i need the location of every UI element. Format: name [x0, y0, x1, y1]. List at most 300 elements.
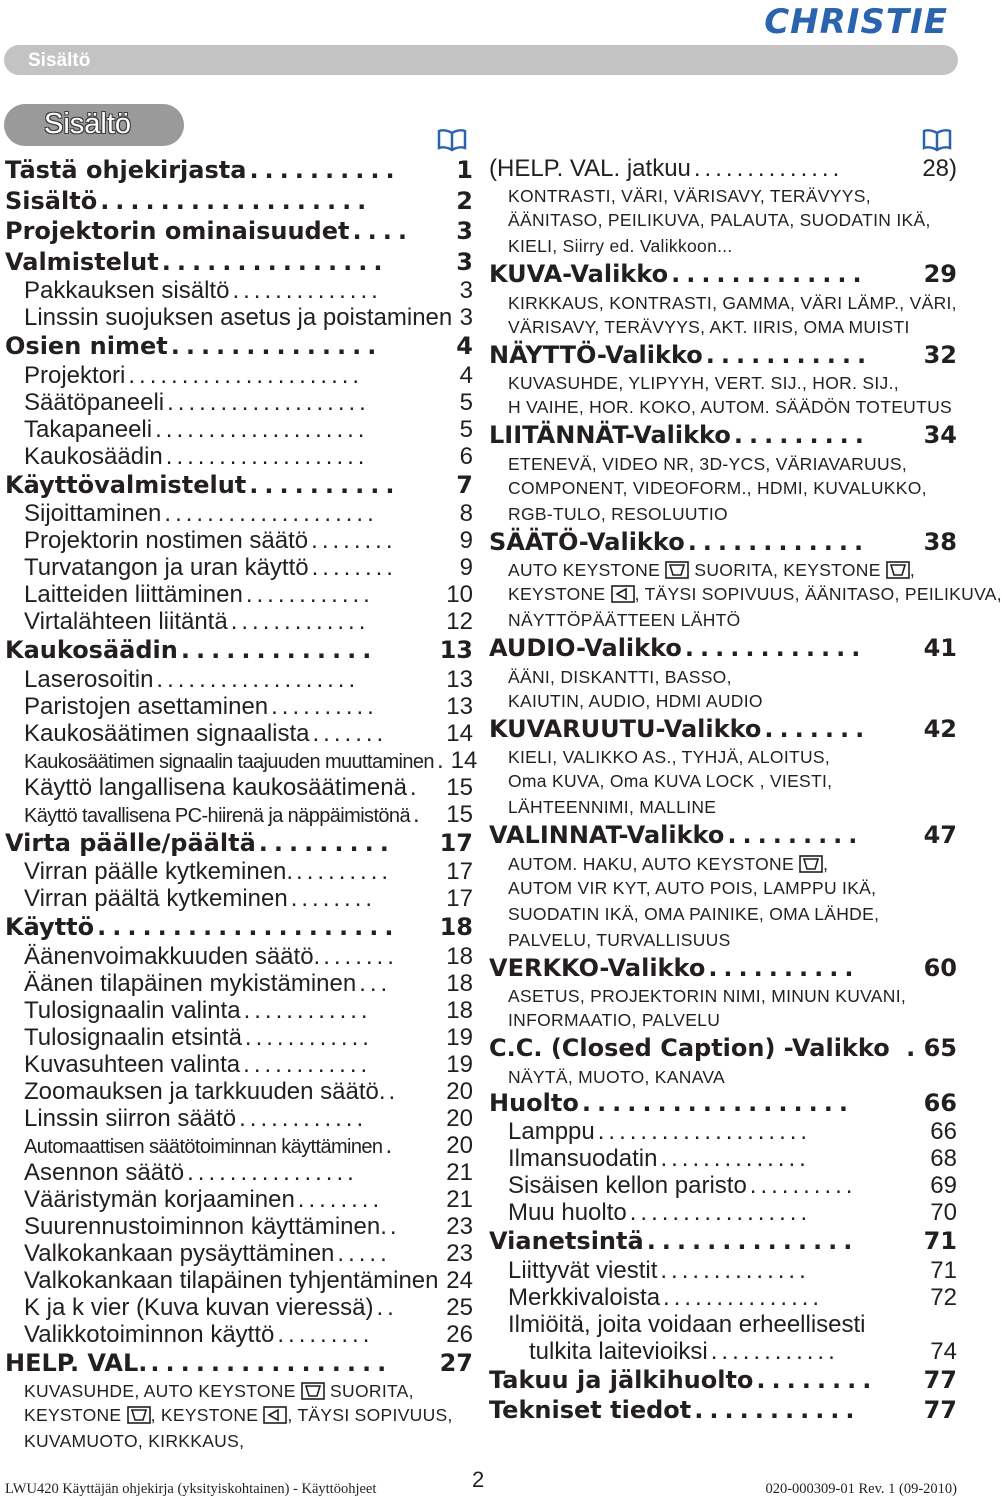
- toc-entry-title: Suurennustoiminnon käyttäminen.: [24, 1212, 387, 1240]
- toc-entry-title: Virran päälle kytkeminen.: [24, 858, 294, 885]
- toc-subsection[interactable]: [5, 1132, 473, 1159]
- toc-page-number: 15: [446, 773, 473, 801]
- toc-subsection[interactable]: [489, 1145, 957, 1172]
- toc-entry-title: Kuvasuhteen valinta: [24, 1050, 241, 1078]
- toc-leader-dots: ........: [756, 1365, 878, 1394]
- toc-leader-dots: .........: [277, 1320, 374, 1348]
- toc-leader-dots: .......: [312, 719, 388, 747]
- toc-entry-title: Käyttövalmistelut: [5, 470, 247, 499]
- toc-page-number: 18: [446, 942, 473, 970]
- toc-leader-dots: .......: [323, 942, 398, 970]
- toc-entry-title: Merkkivaloista: [508, 1283, 661, 1311]
- toc-menu-items: KUVASUHDE, YLIPYYH, VERT. SIJ., HOR. SIJ.,: [508, 373, 899, 393]
- toc-menu-items: NÄYTÄ, MUOTO, KANAVA: [508, 1066, 726, 1087]
- toc-menu-items: KIRKKAUS, KONTRASTI, GAMMA, VÄRI LÄMP., VÄRI,: [508, 292, 957, 313]
- toc-entry-title: Vääristymän korjaaminen: [24, 1185, 295, 1213]
- toc-section-heading[interactable]: [5, 247, 473, 278]
- toc-page-number: 23: [446, 1239, 473, 1267]
- toc-entry-title: Tulosignaalin etsintä: [24, 1023, 242, 1051]
- toc-entry-title: Sisäisen kellon paristo: [508, 1172, 747, 1199]
- toc-page-number: 1: [456, 156, 473, 184]
- toc-menu-items: [489, 875, 957, 901]
- toc-menu-items: LÄHTEENNIMI, MALLINE: [508, 797, 717, 817]
- open-book-icon[interactable]: [437, 129, 467, 151]
- toc-page-number: 20: [446, 1104, 473, 1132]
- toc-page-number: 14: [450, 746, 478, 774]
- toc-subsection[interactable]: [5, 1321, 473, 1348]
- keystone-trapezoid-icon: [665, 561, 689, 579]
- toc-page-number: 18: [446, 969, 473, 997]
- toc-entry-title: Huolto: [489, 1088, 579, 1117]
- toc-page-number: 32: [923, 340, 957, 369]
- toc-leader-dots: ........: [290, 885, 377, 912]
- toc-menu-items-text: NÄYTTÖPÄÄTTEEN LÄHTÖ: [508, 610, 741, 630]
- toc-page-number: 3: [459, 304, 473, 331]
- toc-menu-heading[interactable]: [489, 527, 957, 558]
- toc-menu-heading[interactable]: [489, 1033, 957, 1064]
- toc-right-column: [489, 155, 1002, 1426]
- toc-subsection[interactable]: [489, 1284, 957, 1311]
- toc-menu-items: KONTRASTI, VÄRI, VÄRISAVY, TERÄVYYS,: [508, 186, 871, 206]
- toc-leader-dots: ....: [352, 217, 413, 245]
- toc-entry-title: Ilmiöitä, joita voidaan erheellisesti: [508, 1310, 866, 1338]
- toc-leader-dots: .............: [230, 608, 370, 635]
- toc-entry-title: Asennon säätö: [24, 1158, 185, 1186]
- toc-section-heading[interactable]: [5, 470, 473, 501]
- toc-page-number: 69: [930, 1172, 957, 1199]
- toc-page-number: 3: [459, 277, 473, 304]
- toc-menu-items-text: ,: [823, 853, 829, 874]
- toc-leader-dots: ................: [187, 1158, 358, 1186]
- toc-section-heading[interactable]: [489, 1365, 957, 1396]
- toc-page-number: 17: [439, 828, 473, 857]
- toc-page-number: 20: [446, 1077, 473, 1105]
- toc-left-column: [5, 155, 478, 1454]
- toc-page-number: 3: [456, 217, 473, 245]
- toc-leader-dots: ..: [376, 1293, 398, 1321]
- toc-subsection[interactable]: [5, 801, 473, 828]
- keystone-trapezoid-icon: [799, 855, 823, 873]
- toc-menu-items-text: PALVELU, TURVALLISUUS: [508, 929, 731, 950]
- toc-entry-title: Liittyvät viestit: [508, 1256, 658, 1284]
- toc-page-number: 42: [923, 714, 957, 743]
- toc-leader-dots: .......: [764, 714, 871, 743]
- toc-page-number: 77: [923, 1396, 957, 1424]
- toc-menu-items: ÄÄNI, DISKANTTI, BASSO,: [508, 666, 732, 687]
- toc-menu-items: VÄRISAVY, TERÄVYYS, AKT. IIRIS, OMA MUISTI: [508, 316, 910, 337]
- toc-page-number: 9: [459, 554, 473, 581]
- toc-page-number: 6: [459, 442, 473, 470]
- toc-leader-dots: ...................: [165, 442, 369, 470]
- toc-page-number: 9: [459, 527, 473, 554]
- toc-leader-dots: ..................: [100, 186, 373, 215]
- toc-subsection[interactable]: [5, 720, 473, 747]
- toc-subsection[interactable]: [489, 1338, 957, 1365]
- toc-leader-dots: .: [409, 773, 421, 801]
- toc-entry-title: Säätöpaneeli: [24, 388, 165, 416]
- toc-subsection[interactable]: [5, 1078, 473, 1105]
- toc-entry-title: AUDIO-Valikko: [489, 634, 682, 662]
- open-book-icon[interactable]: [922, 129, 952, 151]
- toc-section-heading[interactable]: [5, 635, 473, 666]
- toc-page-number: 7: [456, 470, 473, 499]
- toc-subsection[interactable]: [5, 1024, 473, 1051]
- toc-leader-dots: .........: [258, 828, 395, 857]
- toc-menu-items-text: SUODATIN IKÄ, OMA PAINIKE, OMA LÄHDE,: [508, 903, 880, 924]
- toc-leader-dots: .: [388, 1077, 400, 1105]
- toc-page-number: 14: [446, 719, 473, 747]
- toc-leader-dots: [442, 1267, 444, 1294]
- toc-leader-dots: ..................: [581, 1088, 854, 1117]
- toc-entry-title: Valkokankaan tilapäinen tyhjentäminen: [24, 1266, 439, 1294]
- toc-subsection[interactable]: [489, 1311, 957, 1338]
- toc-page-number: 77: [923, 1365, 957, 1394]
- toc-menu-heading[interactable]: [489, 714, 957, 745]
- page-title-pill: [4, 104, 184, 146]
- toc-menu-items: KIELI, VALIKKO AS., TYHJÄ, ALOITUS,: [508, 747, 831, 767]
- toc-page-number: 26: [446, 1320, 473, 1348]
- toc-leader-dots: ...: [359, 969, 392, 997]
- toc-entry-title: VALINNAT-Valikko: [489, 821, 725, 849]
- toc-leader-dots: ..........: [749, 1172, 857, 1199]
- toc-subsection[interactable]: [5, 362, 473, 389]
- toc-leader-dots: ...........: [705, 340, 873, 369]
- toc-subsection[interactable]: [5, 1213, 473, 1240]
- toc-menu-items-text: SUORITA,: [324, 1381, 414, 1401]
- toc-menu-items: [489, 901, 957, 927]
- header-bar-title: Sisältö: [28, 50, 91, 71]
- toc-section-heading[interactable]: [489, 1395, 957, 1426]
- toc-leader-dots: ............: [687, 527, 870, 556]
- toc-page-number: 4: [459, 361, 473, 389]
- toc-leader-dots: .: [436, 746, 448, 774]
- toc-menu-items: [5, 1378, 473, 1402]
- toc-page-number: 20: [446, 1131, 473, 1159]
- toc-leader-dots: ..............: [646, 1227, 859, 1255]
- toc-subsection[interactable]: [5, 443, 473, 470]
- christie-logo: CHRISTIE: [764, 2, 948, 42]
- toc-page-number: 72: [930, 1283, 957, 1311]
- toc-menu-heading[interactable]: [489, 420, 957, 451]
- toc-menu-items: ASETUS, PROJEKTORIN NIMI, MINUN KUVANI,: [508, 986, 907, 1006]
- toc-subsection[interactable]: [5, 277, 473, 304]
- toc-page-number: 19: [446, 1023, 473, 1051]
- toc-page-number: 2: [456, 186, 473, 215]
- toc-page-number: 8: [459, 500, 473, 527]
- toc-leader-dots: ...............: [161, 247, 389, 276]
- toc-menu-items: [489, 557, 957, 581]
- toc-subsection[interactable]: [5, 1267, 473, 1294]
- toc-leader-dots: ............: [244, 1023, 373, 1051]
- footer-page-number: 2: [472, 1467, 485, 1492]
- toc-entry-title: Zoomauksen ja tarkkuuden säätö.: [24, 1077, 386, 1105]
- toc-menu-items: INFORMAATIO, PALVELU: [508, 1010, 721, 1030]
- toc-entry-title: VERKKO-Valikko: [489, 953, 706, 982]
- toc-subsection[interactable]: [5, 943, 473, 970]
- toc-entry-title: Kaukosäädin: [24, 442, 163, 470]
- toc-leader-dots: ............: [245, 581, 374, 608]
- toc-subsection[interactable]: [489, 1257, 957, 1284]
- toc-entry-title: Kaukosäätimen signaalista: [24, 719, 310, 747]
- toc-leader-dots: ..............: [170, 332, 383, 360]
- toc-entry-title: Kaukosäädin: [5, 636, 178, 664]
- toc-subsection[interactable]: [5, 1240, 473, 1267]
- toc-subsection[interactable]: [5, 1186, 473, 1213]
- toc-subsection[interactable]: [489, 1199, 957, 1226]
- toc-leader-dots: .: [385, 1131, 397, 1159]
- toc-subsection[interactable]: [5, 997, 473, 1024]
- toc-subsection[interactable]: [5, 666, 473, 693]
- toc-entry-title: Projektorin ominaisuudet: [5, 217, 350, 245]
- toc-page-number: 74: [930, 1337, 957, 1365]
- toc-entry-title: K ja k vier (Kuva kuvan vieressä): [24, 1293, 374, 1321]
- keystone-side-icon: [263, 1406, 287, 1424]
- toc-subsection[interactable]: [5, 746, 478, 774]
- toc-leader-dots: .............: [671, 260, 868, 288]
- toc-page-number: 24: [446, 1266, 473, 1294]
- toc-subsection[interactable]: [5, 581, 473, 608]
- toc-page-number: 25: [446, 1293, 473, 1321]
- toc-entry-title: Valmistelut: [5, 247, 159, 276]
- toc-leader-dots: ..........: [271, 692, 378, 720]
- toc-page-number: 47: [923, 821, 957, 849]
- toc-page-number: 41: [923, 634, 957, 662]
- toc-menu-items-text: ,: [909, 560, 916, 580]
- toc-leader-dots: ......................: [128, 361, 364, 389]
- toc-page-number: 13: [439, 636, 473, 664]
- toc-page-number: 29: [923, 260, 957, 288]
- toc-entry-title: Automaattisen säätötoiminnan käyttäminen: [24, 1135, 383, 1158]
- toc-menu-items-text: KUVAMUOTO, KIRKKAUS,: [24, 1431, 245, 1451]
- toc-leader-dots: ...........: [694, 1396, 861, 1424]
- toc-subsection[interactable]: [489, 1172, 957, 1199]
- toc-leader-dots: .........: [733, 421, 870, 449]
- toc-menu-heading[interactable]: [489, 340, 957, 371]
- toc-menu-items-text: KEYSTONE: [508, 584, 611, 604]
- toc-page-number: 23: [446, 1212, 473, 1240]
- toc-page-number: 71: [930, 1256, 957, 1284]
- toc-subsection[interactable]: [5, 774, 473, 801]
- toc-page-number: 18: [439, 913, 473, 941]
- toc-entry-title: Virran päältä kytkeminen: [24, 885, 288, 912]
- toc-leader-dots: .................: [629, 1199, 812, 1226]
- toc-entry-title: Projektori: [24, 361, 126, 389]
- toc-menu-items: H VAIHE, HOR. KOKO, AUTOM. SÄÄDÖN TOTEUTUS: [508, 397, 953, 417]
- toc-section-heading[interactable]: [5, 1348, 473, 1379]
- toc-leader-dots: ............: [684, 634, 867, 662]
- toc-page-number: 38: [923, 527, 957, 556]
- toc-entry-title: Äänen tilapäinen mykistäminen: [24, 969, 357, 997]
- toc-page-number: 5: [459, 388, 473, 416]
- toc-page-number: 34: [923, 421, 957, 449]
- toc-page-number: 66: [930, 1118, 957, 1145]
- toc-section-heading[interactable]: [489, 1226, 957, 1257]
- toc-menu-items-text: , TÄYSI SOPIVUUS,: [287, 1405, 453, 1425]
- toc-subsection[interactable]: [5, 858, 473, 885]
- toc-page-number: 28): [922, 155, 957, 182]
- toc-entry-title: Takuu ja jälkihuolto: [489, 1365, 754, 1394]
- toc-subsection[interactable]: [5, 554, 473, 581]
- toc-leader-dots: ..........: [708, 953, 860, 982]
- toc-subsection[interactable]: [5, 389, 473, 416]
- toc-entry-title: SÄÄTÖ-Valikko: [489, 527, 685, 556]
- toc-menu-items-text: KEYSTONE: [24, 1405, 127, 1425]
- toc-section-heading[interactable]: [489, 1088, 957, 1119]
- toc-leader-dots: ....................: [164, 500, 378, 527]
- toc-leader-dots: ............: [710, 1337, 839, 1365]
- toc-subsection[interactable]: [5, 1105, 473, 1132]
- toc-page-number: . 65: [906, 1034, 957, 1062]
- toc-menu-items: KIELI, Siirry ed. Valikkoon...: [508, 236, 733, 256]
- toc-subsection[interactable]: [5, 500, 473, 527]
- toc-leader-dots: ........: [311, 554, 397, 581]
- toc-menu-items: RGB-TULO, RESOLUUTIO: [508, 503, 728, 524]
- toc-leader-dots: ............: [243, 996, 372, 1024]
- toc-subsection[interactable]: [5, 970, 473, 997]
- toc-menu-items: COMPONENT, VIDEOFORM., HDMI, KUVALUKKO,: [508, 477, 927, 498]
- keystone-trapezoid-icon: [886, 561, 910, 579]
- toc-entry-title: Käyttö tavallisena PC-hiirenä ja näppäimistönä: [24, 804, 410, 827]
- toc-entry-title: Linssin suojuksen asetus ja poistaminen: [24, 304, 453, 331]
- toc-menu-heading[interactable]: [489, 820, 957, 851]
- keystone-trapezoid-icon: [127, 1406, 151, 1424]
- toc-leader-dots: ..........: [249, 470, 401, 499]
- toc-leader-dots: ..............: [693, 155, 844, 182]
- toc-entry-title: (HELP. VAL. jatkuu: [489, 155, 691, 182]
- toc-page-number: 12: [446, 608, 473, 635]
- toc-page-number: 21: [446, 1185, 473, 1213]
- toc-subsection[interactable]: [5, 1159, 473, 1186]
- toc-entry-title: Käyttö langallisena kaukosäätimenä: [24, 773, 407, 801]
- toc-menu-items: ÄÄNITASO, PEILIKUVA, PALAUTA, SUODATIN IKÄ,: [508, 210, 931, 230]
- toc-page-number: 17: [446, 858, 473, 885]
- toc-leader-dots: .: [412, 800, 424, 828]
- toc-page-number: 13: [446, 665, 473, 693]
- toc-subsection[interactable]: [5, 304, 473, 331]
- toc-page-number: 66: [923, 1088, 957, 1117]
- toc-subsection[interactable]: [5, 693, 473, 720]
- toc-entry-title: Linssin siirron säätö: [24, 1104, 237, 1132]
- toc-section-heading[interactable]: [5, 828, 473, 859]
- toc-entry-title: KUVARUUTU-Valikko: [489, 714, 762, 743]
- toc-subsection[interactable]: [5, 1051, 473, 1078]
- toc-entry-title: Pakkauksen sisältö: [24, 277, 230, 304]
- toc-entry-title: Sijoittaminen: [24, 500, 162, 527]
- toc-entry-title: Vianetsintä: [489, 1227, 644, 1255]
- toc-leader-dots: ...................: [156, 665, 360, 693]
- toc-menu-items: KAIUTIN, AUDIO, HDMI AUDIO: [508, 690, 763, 711]
- toc-menu-items-text: AUTOM. HAKU, AUTO KEYSTONE: [508, 853, 800, 874]
- toc-leader-dots: ........: [311, 527, 397, 554]
- toc-section-continued[interactable]: [489, 155, 957, 183]
- toc-menu-items: [5, 1428, 473, 1454]
- toc-leader-dots: ...............: [663, 1283, 824, 1311]
- toc-entry-title: Äänenvoimakkuuden säätö.: [24, 942, 321, 970]
- toc-entry-title: Tulosignaalin valinta: [24, 996, 241, 1024]
- toc-entry-title: Laserosoitin: [24, 665, 154, 693]
- toc-leader-dots: [455, 304, 456, 331]
- toc-page-number: 17: [446, 885, 473, 912]
- toc-entry-title: Osien nimet: [5, 332, 168, 360]
- toc-entry-title: Sisältö: [5, 186, 98, 215]
- toc-page-number: 15: [446, 800, 473, 828]
- page-title: Sisältö: [44, 108, 132, 140]
- toc-leader-dots: .........: [727, 821, 864, 849]
- toc-leader-dots: ..............: [660, 1145, 810, 1172]
- toc-menu-items-text: AUTOM VIR KYT, AUTO POIS, LAMPPU IKÄ,: [508, 877, 877, 898]
- toc-page-number: 70: [930, 1199, 957, 1226]
- footer-revision: 020-000309-01 Rev. 1 (09-2010): [765, 1481, 957, 1497]
- toc-subsection[interactable]: [5, 527, 473, 554]
- toc-menu-items-text: SUORITA, KEYSTONE: [689, 560, 886, 580]
- toc-menu-items: [489, 607, 957, 633]
- toc-entry-title: HELP. VAL.: [5, 1348, 148, 1377]
- toc-page-number: 3: [456, 247, 473, 276]
- toc-section-heading[interactable]: [5, 155, 473, 186]
- toc-leader-dots: ........: [297, 1185, 384, 1213]
- toc-leader-dots: ....................: [97, 913, 400, 941]
- toc-entry-title: tulkita laitevioiksi: [529, 1337, 708, 1365]
- toc-page-number: 60: [923, 953, 957, 982]
- footer-manual-title: LWU420 Käyttäjän ohjekirja (yksityiskohtainen) - Käyttöohjeet: [5, 1481, 377, 1497]
- toc-leader-dots: ................: [150, 1348, 393, 1377]
- keystone-trapezoid-icon: [301, 1382, 325, 1400]
- toc-menu-items-text: AUTO KEYSTONE: [508, 560, 666, 580]
- toc-menu-items: [489, 581, 1002, 607]
- toc-section-heading[interactable]: [5, 331, 473, 362]
- toc-menu-heading[interactable]: [489, 953, 957, 984]
- toc-section-heading[interactable]: [5, 216, 473, 247]
- toc-subsection[interactable]: [5, 885, 473, 912]
- toc-leader-dots: ............: [239, 1104, 368, 1132]
- toc-leader-dots: ....................: [597, 1118, 812, 1145]
- toc-entry-title: Kaukosäätimen signaalin taajuuden muuttaminen: [24, 750, 434, 773]
- toc-menu-heading[interactable]: [489, 259, 957, 290]
- toc-page-number: 71: [923, 1227, 957, 1255]
- toc-leader-dots: ..........: [249, 156, 401, 184]
- toc-menu-items-text: , KEYSTONE: [150, 1405, 264, 1425]
- toc-subsection[interactable]: [5, 416, 473, 443]
- toc-menu-items: [489, 927, 957, 953]
- toc-leader-dots: .........: [296, 858, 393, 885]
- toc-leader-dots: .............: [180, 636, 378, 664]
- toc-subsection[interactable]: [489, 1118, 957, 1145]
- toc-entry-title: Tekniset tiedot: [489, 1396, 692, 1424]
- toc-entry-title: LIITÄNNÄT-Valikko: [489, 421, 731, 449]
- toc-section-heading[interactable]: [5, 912, 473, 943]
- section-header-bar: [4, 45, 958, 75]
- toc-leader-dots: .....: [337, 1239, 391, 1267]
- toc-entry-title: Ilmansuodatin: [508, 1145, 658, 1172]
- toc-entry-title: Lamppu: [508, 1118, 595, 1145]
- toc-entry-title: Laitteiden liittäminen: [24, 581, 243, 608]
- toc-menu-heading[interactable]: [489, 633, 957, 664]
- toc-leader-dots: ..............: [660, 1256, 810, 1284]
- toc-subsection[interactable]: [5, 1294, 473, 1321]
- toc-section-heading[interactable]: [5, 186, 473, 217]
- toc-page-number: 68: [930, 1145, 957, 1172]
- toc-entry-title: NÄYTTÖ-Valikko: [489, 340, 703, 369]
- toc-page-number: 19: [446, 1050, 473, 1078]
- toc-entry-title: Virtalähteen liitäntä: [24, 608, 228, 635]
- toc-entry-title: Paristojen asettaminen: [24, 692, 269, 720]
- toc-leader-dots: .: [389, 1212, 401, 1240]
- toc-subsection[interactable]: [5, 608, 473, 635]
- toc-page-number: 13: [446, 692, 473, 720]
- toc-menu-items: [5, 1402, 473, 1428]
- toc-leader-dots: ...................: [167, 388, 370, 416]
- toc-entry-title: Tästä ohjekirjasta: [5, 156, 247, 184]
